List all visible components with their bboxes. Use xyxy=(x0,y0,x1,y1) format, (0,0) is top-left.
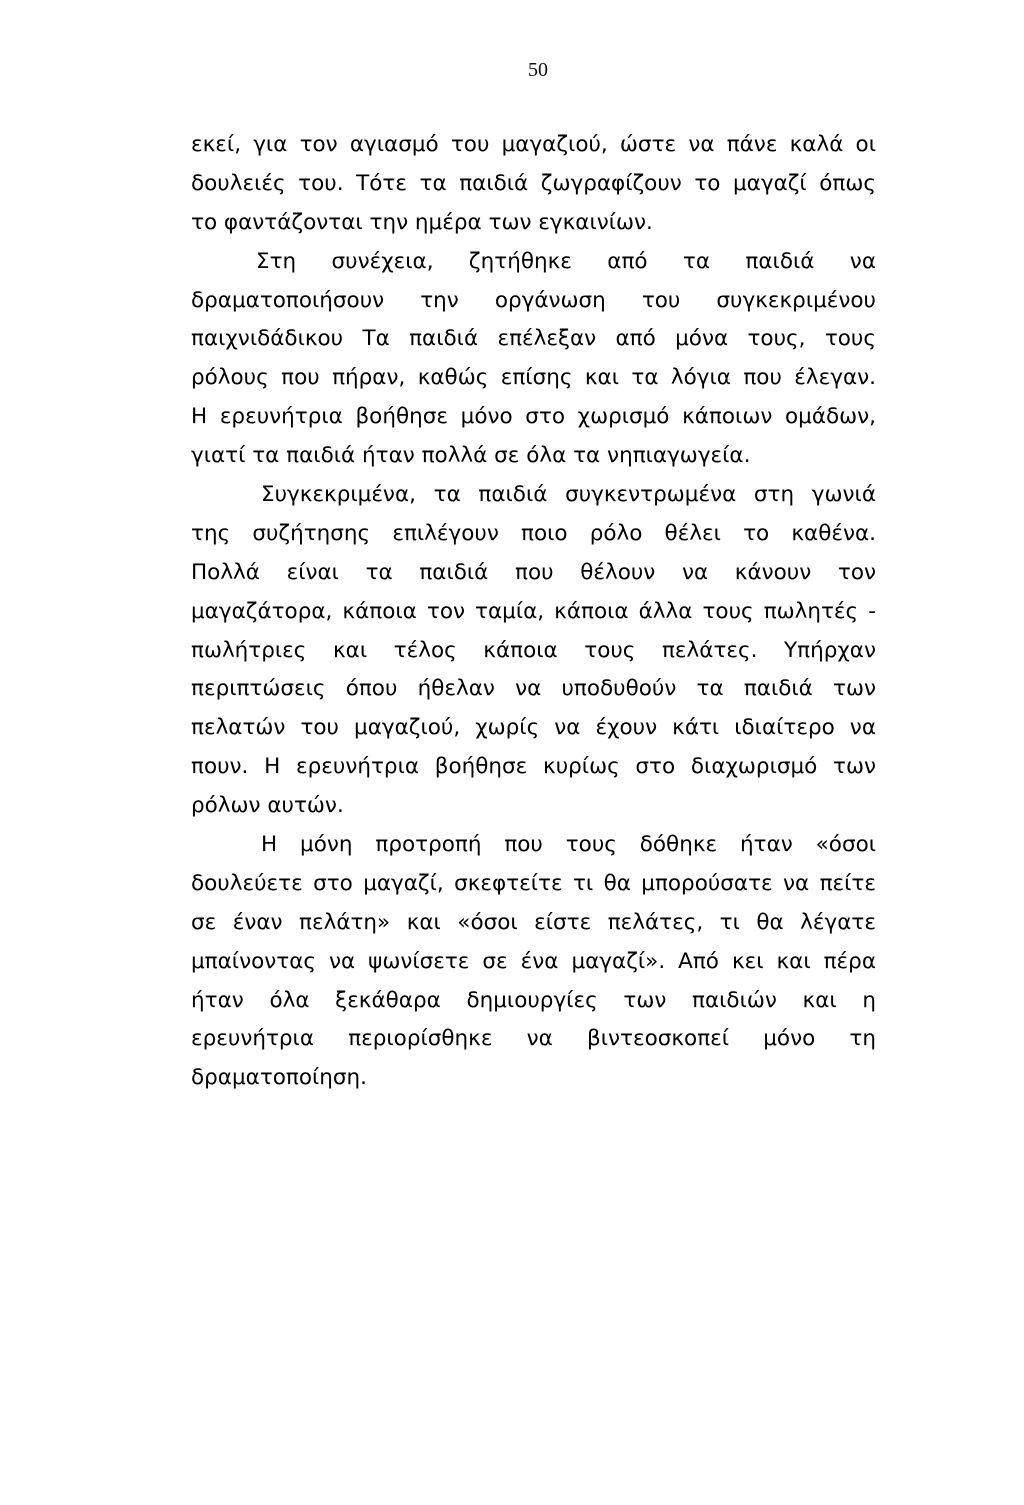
text-line: γιατί τα παιδιά ήταν πολλά σε όλα τα νηπιαγωγεία. xyxy=(191,443,751,469)
page-number: 50 xyxy=(528,59,548,81)
text-line: πωλήτριες και τέλος κάποια τους πελάτες. Υπήρχαν xyxy=(191,637,876,663)
text-line: δραματοποίηση. xyxy=(191,1065,368,1091)
text-line: δουλειές του. Τότε τα παιδιά ζωγραφίζουν το μαγαζί όπως xyxy=(191,170,876,196)
text-line: ρόλων αυτών. xyxy=(191,793,344,819)
text-line: της συζήτησης επιλέγουν ποιο ρόλο θέλει το καθένα. xyxy=(191,520,876,546)
text-line: Συγκεκριμένα, τα παιδιά συγκεντρωμένα στη γωνιά xyxy=(261,482,876,508)
text-line: εκεί, για τον αγιασμό του μαγαζιού, ώστε να πάνε καλά οι xyxy=(191,132,876,157)
text-line: ρόλους που πήραν, καθώς επίσης και τα λόγια που έλεγαν. xyxy=(191,365,876,391)
text-line: Στη συνέχεια, ζητήθηκε από τα παιδιά να xyxy=(256,248,876,274)
body-text xyxy=(191,126,876,1098)
text-line: ήταν όλα ξεκάθαρα δημιουργίες των παιδιών και η xyxy=(191,987,876,1013)
text-line: πελατών του μαγαζιού, χωρίς να έχουν κάτι ιδιαίτερο να xyxy=(191,715,876,741)
text-line: Η ερευνήτρια βοήθησε μόνο στο χωρισμό κάποιων ομάδων, xyxy=(191,404,876,430)
text-line: Η μόνη προτροπή που τους δόθηκε ήταν «όσοι xyxy=(261,832,876,858)
text-line: Πολλά είναι τα παιδιά που θέλουν να κάνουν τον xyxy=(191,559,876,585)
text-line: το φαντάζονται την ημέρα των εγκαινίων. xyxy=(191,209,653,235)
text-line: σε έναν πελάτη» και «όσοι είστε πελάτες, τι θα λέγατε xyxy=(191,909,876,935)
text-line: παιχνιδάδικου Τα παιδιά επέλεξαν από μόνα τους, τους xyxy=(191,326,876,352)
text-line: πουν. Η ερευνήτρια βοήθησε κυρίως στο διαχωρισμό των xyxy=(191,754,876,780)
text-line: ερευνήτρια περιορίσθηκε να βιντεοσκοπεί μόνο τη xyxy=(191,1026,876,1052)
text-line: δουλεύετε στο μαγαζί, σκεφτείτε τι θα μπορούσατε να πείτε xyxy=(191,870,876,896)
text-line: μπαίνοντας να ψωνίσετε σε ένα μαγαζί». Από κει και πέρα xyxy=(191,948,876,974)
text-line: δραματοποιήσουν την οργάνωση του συγκεκριμένου xyxy=(191,287,876,313)
text-line: μαγαζάτορα, κάποια τον ταμία, κάποια άλλα τους πωλητές - xyxy=(191,598,876,624)
text-line: περιπτώσεις όπου ήθελαν να υποδυθούν τα παιδιά των xyxy=(191,676,876,702)
